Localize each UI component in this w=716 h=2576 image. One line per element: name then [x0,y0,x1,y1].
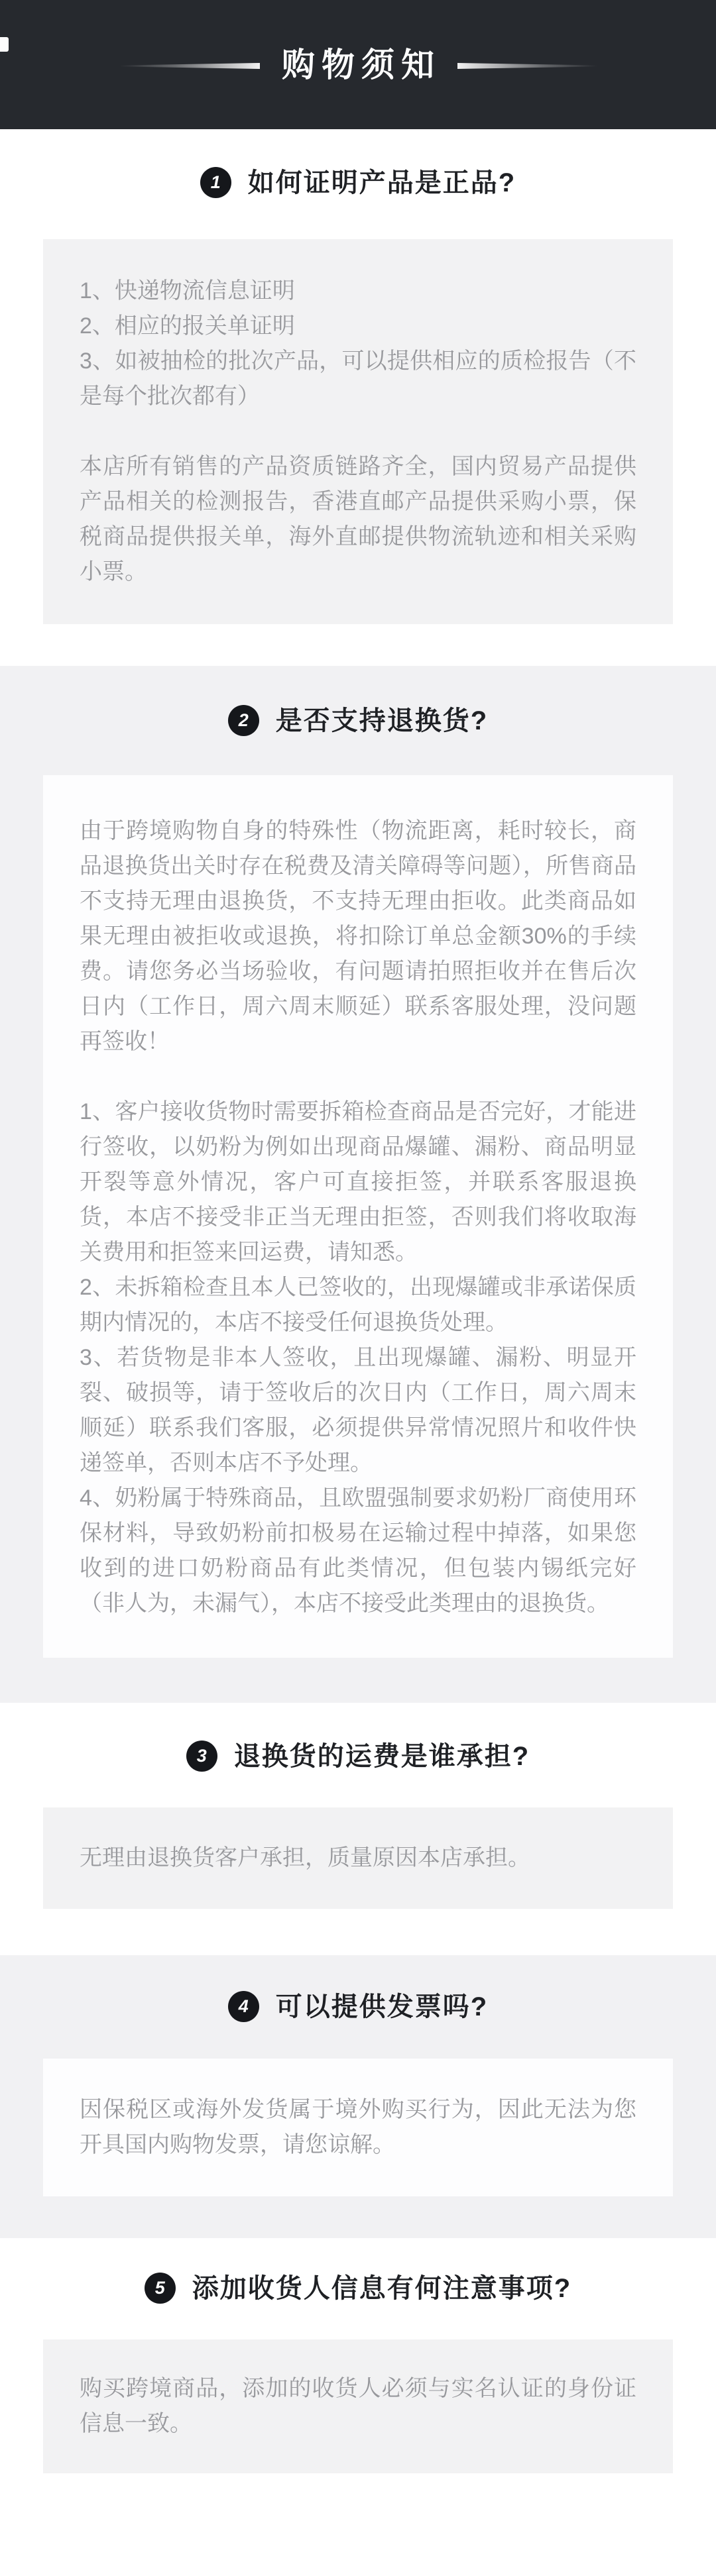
answer-panel-3 [43,1807,673,1909]
number-5-badge: 5 [145,2273,176,2304]
question-title-5: 添加收货人信息有何注意事项? [192,2273,572,2303]
question-heading-2 [0,705,716,736]
answer-item: 1、客户接收货物时需要拆箱检查商品是否完好，才能进行签收，以奶粉为例如出现商品爆罐、漏粉、商品明显开裂等意外情况，客户可直接拒签，并联系客服退换货，本店不接受非正当无理由拒签，否则我们将收取海关费用和拒签来回运费，请知悉。 [80,1099,636,1265]
question-title-3: 退换货的运费是谁承担? [233,1741,530,1771]
section-authenticity [0,129,716,624]
question-title-2: 是否支持退换货? [275,706,489,735]
question-title-1: 如何证明产品是正品? [247,168,516,197]
answer-panel-5 [43,2339,673,2473]
number-4-badge: 4 [228,1991,259,2022]
answer-paragraph: 由于跨境购物自身的特殊性（物流距离，耗时较长，商品退换货出关时存在税费及清关障碍等问题），所售商品不支持无理由退换货，不支持无理由拒收。此类商品如果无理由被拒收或退换，将扣除订单总金额30%的手续费。请您务必当场验收，有问题请拍照拒收并在售后次日内（工作日，周六周末顺延）联系客服处理，没问题再签收！ [80,818,636,1054]
answer-paragraph: 因保税区或海外发货属于境外购买行为，因此无法为您开具国内购物发票，请您谅解。 [80,2097,636,2157]
answer-paragraph: 无理由退换货客户承担，质量原因本店承担。 [80,1845,530,1870]
answer-line: 1、快递物流信息证明 [80,278,295,303]
answer-paragraph: 购买跨境商品，添加的收货人必须与实名认证的身份证信息一致。 [80,2376,636,2436]
number-1-badge: 1 [200,167,231,198]
section-returns [0,666,716,1703]
answer-line: 2、相应的报关单证明 [80,313,295,339]
number-2-badge: 2 [228,705,259,736]
answer-panel-4 [43,2059,673,2196]
section-shipping-fee [0,1703,716,1909]
title-divider-left-line [119,63,260,69]
answer-panel-2 [43,775,673,1658]
scan-artifact [0,37,9,52]
answer-panel-1 [43,239,673,624]
question-title-4: 可以提供发票吗? [275,1992,489,2021]
question-heading-3 [0,1703,716,1772]
number-3-badge: 3 [186,1741,217,1772]
page-header [0,0,716,129]
answer-item: 4、奶粉属于特殊商品，且欧盟强制要求奶粉厂商使用环保材料，导致奶粉前扣极易在运输过程中掉落，如果您收到的进口奶粉商品有此类情况，但包装内锡纸完好（非人为，未漏气），本店不接受此类理由的退换货。 [80,1485,636,1616]
answer-item: 2、未拆箱检查且本人已签收的，出现爆罐或非承诺保质期内情况的，本店不接受任何退换货处理。 [80,1275,636,1335]
section-invoice [0,1955,716,2238]
answer-item: 3、若货物是非本人签收，且出现爆罐、漏粉、明显开裂、破损等，请于签收后的次日内（工作日，周六周末顺延）联系我们客服，必须提供异常情况照片和收件快递签单，否则本店不予处理。 [80,1345,636,1476]
section-recipient-info [0,2238,716,2473]
page-title: 购物须知 [282,46,441,83]
answer-paragraph: 本店所有销售的产品资质链路齐全，国内贸易产品提供产品相关的检测报告，香港直邮产品提供采购小票，保税商品提供报关单，海外直邮提供物流轨迹和相关采购小票。 [80,454,636,584]
question-heading-4 [0,1991,716,2022]
question-heading-5 [0,2238,716,2304]
question-heading-1 [0,129,716,198]
title-divider-right-line [457,63,598,69]
answer-line: 3、如被抽检的批次产品，可以提供相应的质检报告（不是每个批次都有） [80,349,636,409]
